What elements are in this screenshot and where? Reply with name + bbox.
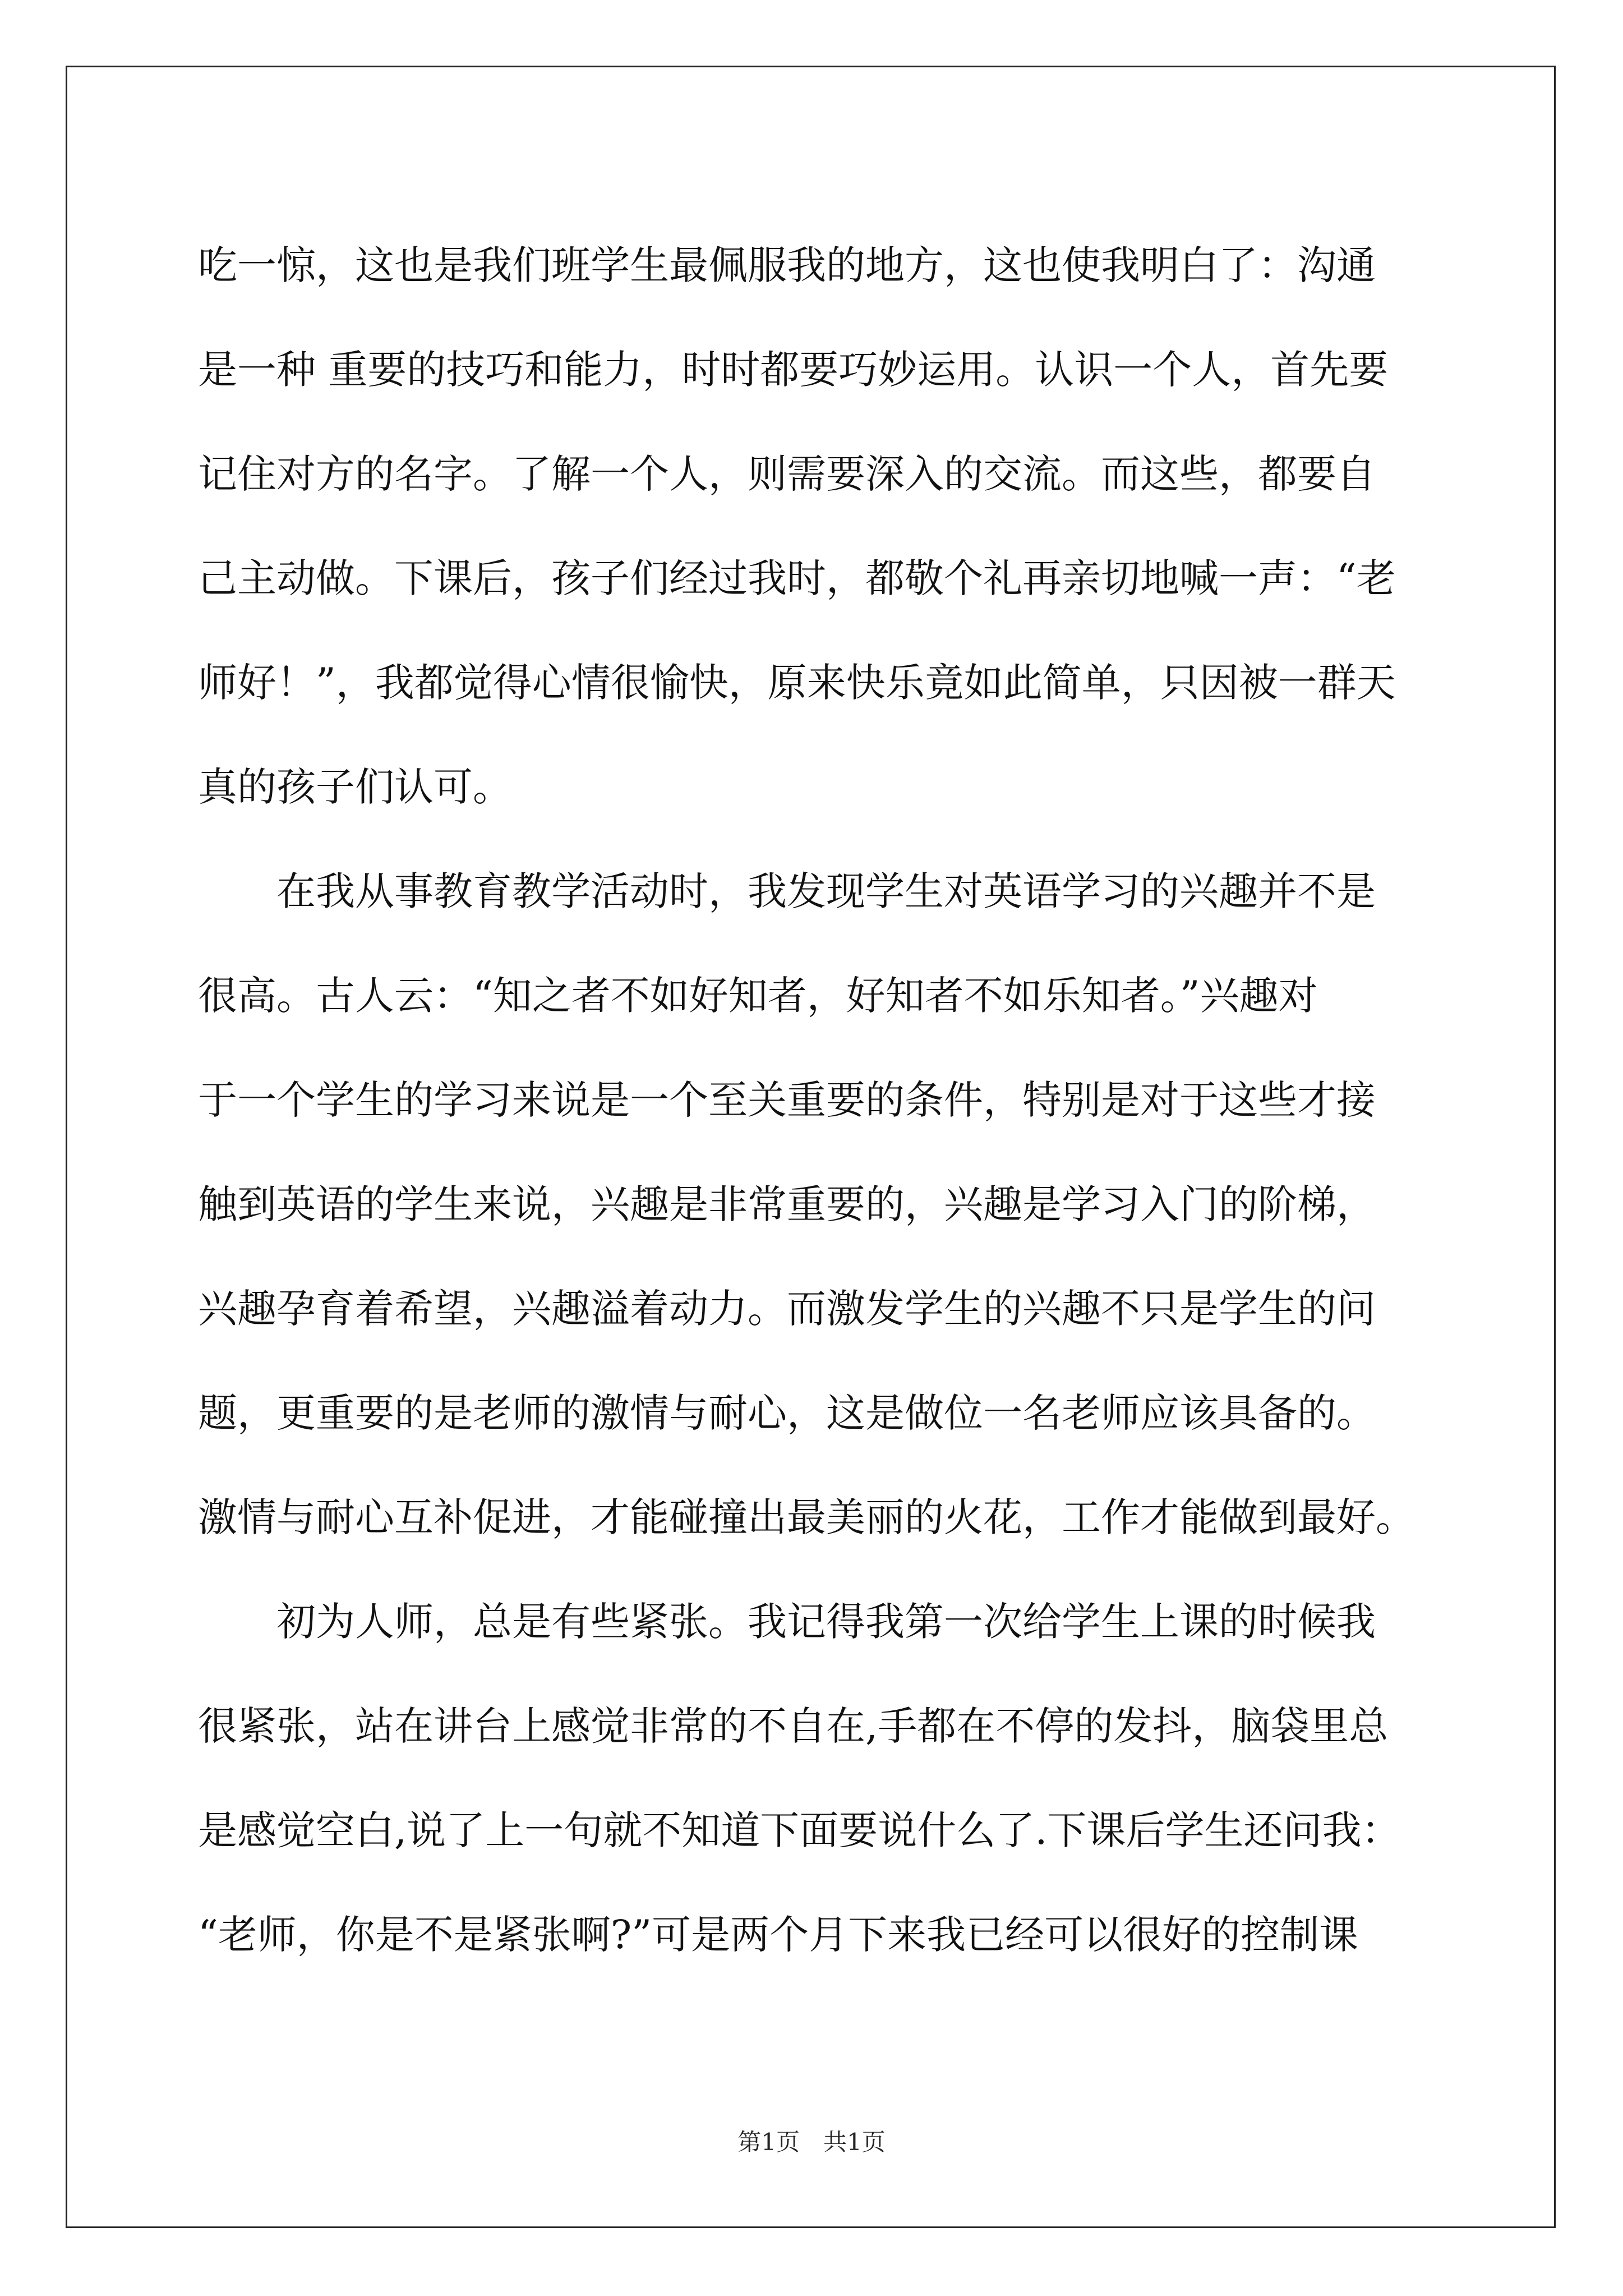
text-line-5: 师好！”，我都觉得心情很愉快，原来快乐竟如此简单，只因被一群天 — [198, 660, 1396, 706]
text-line-14: 初为人师，总是有些紧张。我记得我第一次给学生上课的时候我 — [198, 1599, 1376, 1645]
text-line-12: 题，更重要的是老师的激情与耐心，这是做位一名老师应该具备的。 — [198, 1390, 1376, 1436]
text-line-7: 在我从事教育教学活动时，我发现学生对英语学习的兴趣并不是 — [198, 868, 1376, 914]
text-line-4: 己主动做。下课后，孩子们经过我时，都敬个礼再亲切地喊一声：“老 — [198, 555, 1396, 601]
text-line-17: “老师，你是不是紧张啊?”可是两个月下来我已经可以很好的控制课 — [198, 1912, 1359, 1958]
text-line-16: 是感觉空白,说了上一句就不知道下面要说什么了.下课后学生还问我： — [198, 1807, 1401, 1853]
text-line-1: 吃一惊，这也是我们班学生最佩服我的地方，这也使我明白了：沟通 — [198, 242, 1376, 288]
page-footer: 第1页 共1页 — [737, 2128, 886, 2156]
text-line-8: 很高。古人云：“知之者不如好知者，好知者不如乐知者。”兴趣对 — [198, 973, 1318, 1019]
document-body — [198, 213, 1432, 1987]
text-line-10: 触到英语的学生来说，兴趣是非常重要的，兴趣是学习入门的阶梯， — [198, 1181, 1376, 1227]
text-line-6: 真的孩子们认可。 — [198, 764, 512, 810]
text-line-13: 激情与耐心互补促进，才能碰撞出最美丽的火花，工作才能做到最好。 — [198, 1494, 1415, 1540]
text-line-15: 很紧张，站在讲台上感觉非常的不自在,手都在不停的发抖，脑袋里总 — [198, 1703, 1389, 1749]
text-line-3: 记住对方的名字。了解一个人，则需要深入的交流。而这些，都要自 — [198, 451, 1376, 497]
text-line-11: 兴趣孕育着希望，兴趣溢着动力。而激发学生的兴趣不只是学生的问 — [198, 1286, 1376, 1332]
text-line-2: 是一种 重要的技巧和能力，时时都要巧妙运用。认识一个人，首先要 — [198, 347, 1389, 393]
text-line-9: 于一个学生的学习来说是一个至关重要的条件，特别是对于这些才接 — [198, 1077, 1376, 1123]
